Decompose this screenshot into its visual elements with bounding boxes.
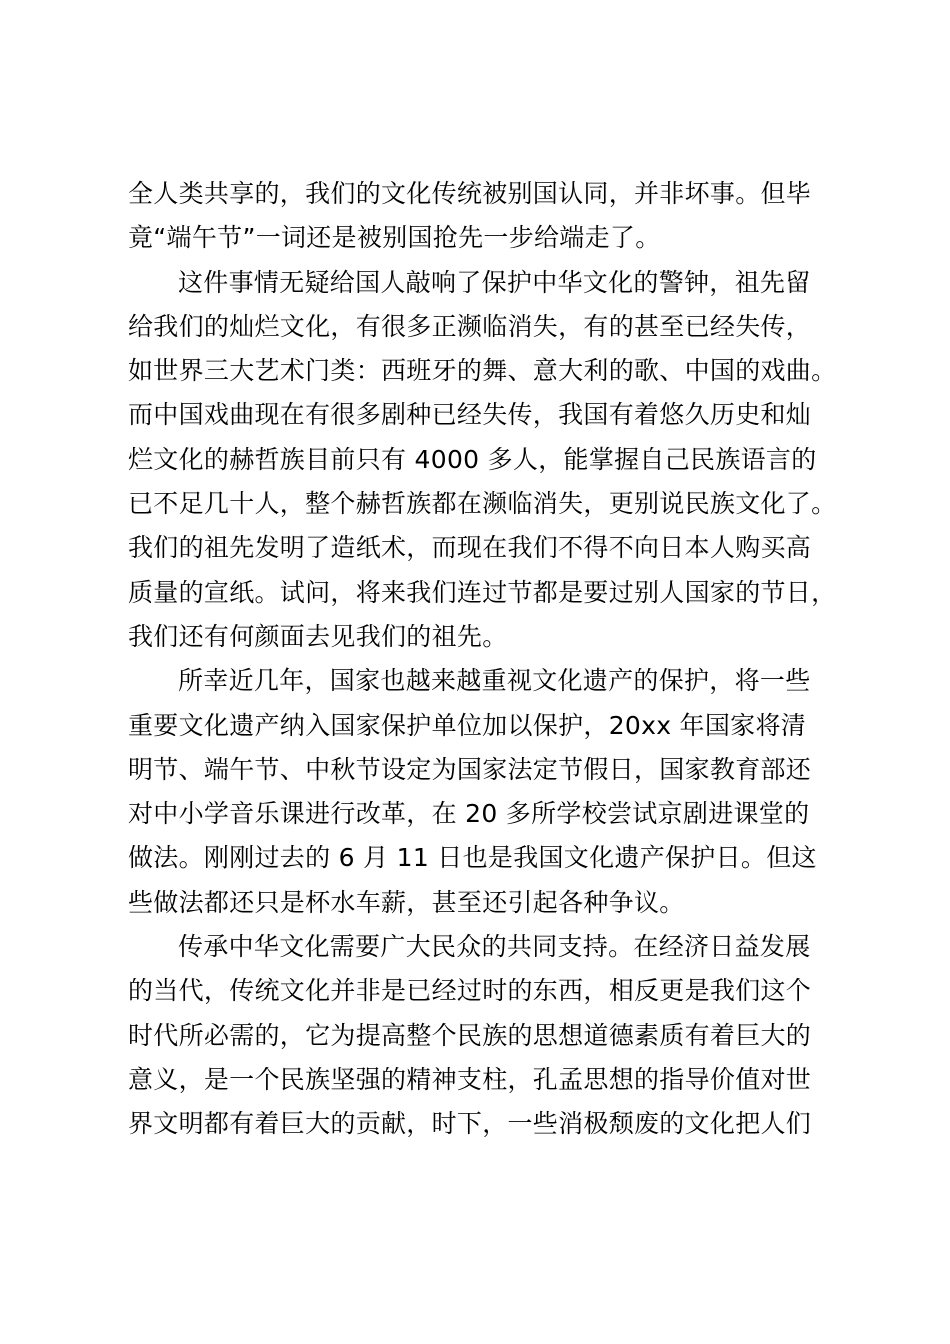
- text-line: 些做法都还只是杯水车薪，甚至还引起各种争议。: [128, 887, 685, 917]
- text-line: 竟“端午节”一词还是被别国抢先一步给端走了。: [128, 223, 661, 253]
- text-line: 重要文化遗产纳入国家保护单位加以保护，20xx 年国家将清: [128, 710, 807, 740]
- text-line: 全人类共享的，我们的文化传统被别国认同，并非坏事。但毕: [128, 179, 812, 208]
- text-line: 界文明都有着巨大的贡献，时下，一些消极颓废的文化把人们: [128, 1109, 812, 1139]
- text-line: 已不足几十人，整个赫哲族都在濒临消失，更别说民族文化了。: [128, 489, 837, 519]
- text-line: 我们还有何颜面去见我们的祖先。: [128, 621, 508, 651]
- text-line: 而中国戏曲现在有很多剧种已经失传，我国有着悠久历史和灿: [128, 400, 812, 430]
- text-line: 如世界三大艺术门类：西班牙的舞、意大利的歌、中国的戏曲。: [128, 356, 837, 386]
- paragraph-1: [128, 172, 858, 261]
- text-line: 对中小学音乐课进行改革，在 20 多所学校尝试京剧进课堂的: [128, 799, 810, 829]
- text-line: 烂文化的赫哲族目前只有 4000 多人，能掌握自己民族语言的: [128, 444, 817, 474]
- text-line: 明节、端午节、中秋节设定为国家法定节假日，国家教育部还: [128, 754, 812, 784]
- paragraph-4: [128, 925, 858, 1146]
- text-line-indented: 这件事情无疑给国人敲响了保护中华文化的警钟，祖先留: [178, 267, 811, 297]
- text-line: 时代所必需的，它为提高整个民族的思想道德素质有着巨大的: [128, 1020, 812, 1050]
- text-line: 的当代，传统文化并非是已经过时的东西，相反更是我们这个: [128, 976, 812, 1006]
- paragraph-2: [128, 261, 858, 660]
- text-line: 做法。刚刚过去的 6 月 11 日也是我国文化遗产保护日。但这: [128, 843, 817, 873]
- text-line-indented: 所幸近几年，国家也越来越重视文化遗产的保护，将一些: [178, 666, 811, 696]
- text-line: 给我们的灿烂文化，有很多正濒临消失，有的甚至已经失传，: [128, 311, 812, 341]
- text-line: 意义，是一个民族坚强的精神支柱，孔孟思想的指导价值对世: [128, 1064, 812, 1094]
- paragraph-3: [128, 659, 858, 925]
- text-line: 我们的祖先发明了造纸术，而现在我们不得不向日本人购买高: [128, 533, 812, 563]
- text-line: 质量的宣纸。试问，将来我们连过节都是要过别人国家的节日，: [128, 577, 837, 607]
- text-line-indented: 传承中华文化需要广大民众的共同支持。在经济日益发展: [178, 932, 811, 962]
- document-body: [128, 172, 858, 1147]
